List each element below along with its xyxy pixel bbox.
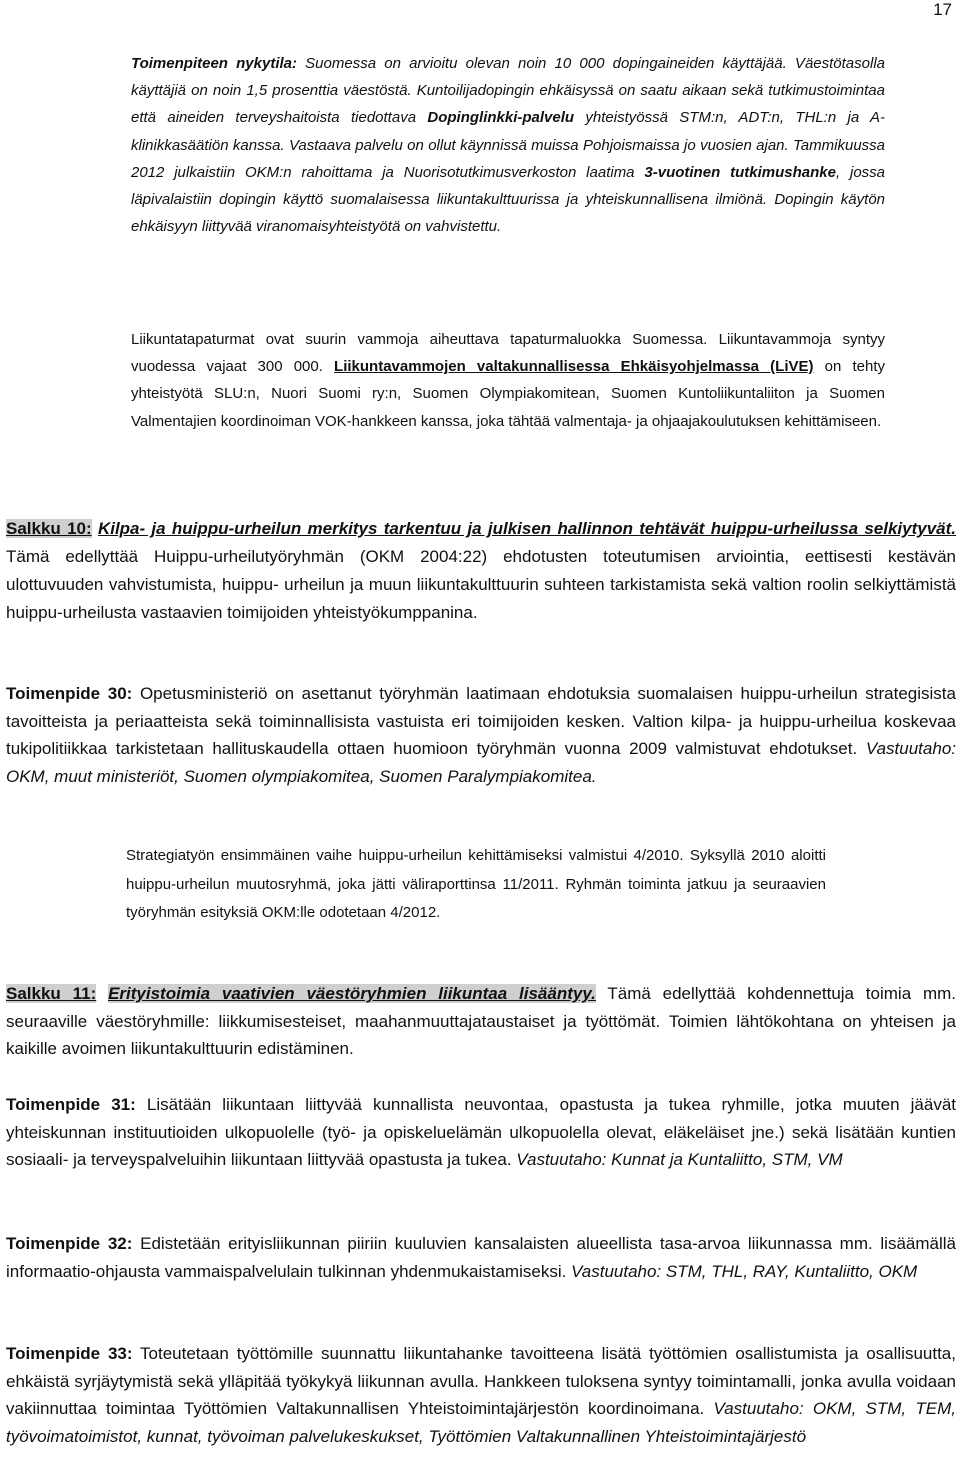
portfolio-10 <box>6 515 956 627</box>
measure-30-progress-note <box>126 842 826 928</box>
text: Toteutetaan työttömille suunnattu liikuntahanke tavoitteena lisätä työttömien osallistumista ja osallisuutta, ehkäistä syrjäytymistä sekä ylläpitää työkykyä liikunnan avulla. Hankkeen tuloksena syntyy toimintamalli, jonka avulla voidaan vakiinnuttaa toimintaa Työttömien Valtakunnallisen Yhteistoimintajärjestön koordinoimana. <box>6 1344 956 1418</box>
live-program-term: Liikuntavammojen valtakunnallisessa Ehkäisyohjelmassa (LiVE) <box>334 358 814 376</box>
portfolio-11-label: Salkku 11: <box>6 984 97 1003</box>
paragraph-doping-status <box>131 50 885 240</box>
measure-33 <box>6 1340 956 1450</box>
measure-32 <box>6 1230 956 1285</box>
text: Edistetään erityisliikunnan piiriin kuuluvien kansalaisten alueellista tasa-arvoa liikunnassa mm. lisäämällä informaatio-ohjausta vammaispalvelulain tulkinnan yhdenmukaistamiseksi. <box>6 1234 956 1281</box>
portfolio-10-label: Salkku 10: <box>6 519 92 538</box>
text: Tämä edellyttää kohdennettuja toimia mm. seuraaville väestöryhmille: liikkumisesteiset, maahanmuuttajataustaiset ja työttömät. Toimien lähtökohtana on yhteisen ja kaikille avoimen liikuntakulttuurin edistäminen. <box>6 984 956 1058</box>
portfolio-10-title: Kilpa- ja huippu-urheilun merkitys tarkentuu ja julkisen hallinnon tehtävät huippu-urheilussa selkiytyvät. <box>97 519 956 538</box>
text: yhteistyössä STM:n, ADT:n, THL:n ja A-klinikkasäätiön kanssa. Vastaava palvelu on ollut käynnissä muissa Pohjoismaissa jo vuosien ajan. Tammikuussa 2012 julkaistiin OKM:n rahoittama ja Nuorisotutkimusverkoston laatima <box>131 109 886 181</box>
text: Opetusministeriö on asettanut työryhmän laatimaan ehdotuksia suomalaisen huippu-urheilun strategisista tavoitteista ja periaatteista sekä toiminnallisista vastuista eri toimijoiden kesken. Valtion kilpa- ja huippu-urheilua koskevaa tukipolitiikkaa tarkistetaan hallituskaudella ottaen huomioon työryhmän vuonna 2009 valmistuvat ehdotukset. <box>6 684 956 758</box>
lead-label: Toimenpiteen nykytila: <box>131 55 297 72</box>
measure-30-responsible: Vastuutaho: OKM, muut ministeriöt, Suomen olympiakomitea, Suomen Paralympiakomitea. <box>6 739 956 786</box>
paragraph-live-program <box>131 326 885 435</box>
measure-33-responsible: Vastuutaho: OKM, STM, TEM, työvoimatoimistot, kunnat, työvoiman palvelukeskukset, Työttömien Valtakunnallinen Yhteistoimintajärjestö <box>6 1399 957 1446</box>
dopinglinkki-term: Dopinglinkki-palvelu <box>427 109 575 127</box>
measure-30-label: Toimenpide 30: <box>6 684 133 703</box>
measure-31 <box>6 1091 956 1174</box>
research-project-term: 3-vuotinen tutkimushanke <box>644 163 836 181</box>
text: Strategiatyön ensimmäinen vaihe huippu-urheilun kehittämiseksi valmistui 4/2010. Syksyllä 2010 aloitti huippu-urheilun muutosryhmä, joka jätti väliraporttinsa 11/2011. Ryhmän toiminta jatkuu ja seuraavien työryhmän esityksiä OKM:lle odotetaan 4/2012. <box>126 847 826 921</box>
measure-31-responsible: Vastuutaho: Kunnat ja Kuntaliitto, STM, VM <box>516 1150 843 1169</box>
text: Lisätään liikuntaan liittyvää kunnallista neuvontaa, opastusta ja tukea ryhmille, jotka muuten jäävät yhteiskunnan instituutioiden ulkopuolelle (työ- ja opiskeluelämän ulkopuolella olevat, eläkeläiset jne.) sekä lisätään kuntien sosiaali- ja terveyspalveluihin liikuntaan liittyvää opastusta ja tukea. <box>6 1095 957 1169</box>
measure-30 <box>6 680 956 790</box>
text: on tehty yhteistyötä SLU:n, Nuori Suomi ry:n, Suomen Olympiakomitean, Suomen Kuntoliikuntaliiton ja Suomen Valmentajien koordinoiman VOK-hankkeen kanssa, joka tähtää valmentaja- ja ohjaajakoulutuksen kehittämiseen. <box>131 358 885 430</box>
text: Liikuntatapaturmat ovat suurin vammoja aiheuttava tapaturmaluokka Suomessa. Liikuntavammoja syntyy vuodessa vajaat 300 000. <box>131 331 885 376</box>
measure-33-label: Toimenpide 33: <box>6 1344 133 1363</box>
text: Tämä edellyttää Huippu-urheilutyöryhmän (OKM 2004:22) ehdotusten toteutumisen arviointia, eettisesti kestävän ulottuvuuden vahvistumista, huippu- urheilun ja muun liikuntakulttuurin suhteen tarkistamista sekä valtion roolin selkiyttämistä huippu-urheilusta vastaavien toimijoiden yhteistyökumppanina. <box>6 547 956 622</box>
measure-31-label: Toimenpide 31: <box>6 1095 136 1114</box>
text: Suomessa on arvioitu olevan noin 10 000 dopingaineiden käyttäjää. Väestötasolla käyttäjiä on noin 1,5 prosenttia väestöstä. Kuntoilijadopingin ehkäisyssä on saatu aikaan sekä tutkimustoimintaa että aineiden terveyshaitoista tiedottava <box>131 55 885 127</box>
measure-32-label: Toimenpide 32: <box>6 1234 133 1253</box>
text: , jossa läpivalaistiin dopingin käyttö suomalaisessa liikuntakulttuurissa ja yhteiskunnallisena ilmiönä. Dopingin käytön ehkäisyyn liittyvää viranomaisyhteistyötä on vahvistettu. <box>131 163 885 236</box>
measure-32-responsible: Vastuutaho: STM, THL, RAY, Kuntaliitto, OKM <box>571 1261 918 1281</box>
page-number: 17 <box>933 0 952 19</box>
portfolio-11-title: Erityistoimia vaativien väestöryhmien liikuntaa lisääntyy. <box>108 984 596 1003</box>
portfolio-11 <box>6 980 956 1063</box>
